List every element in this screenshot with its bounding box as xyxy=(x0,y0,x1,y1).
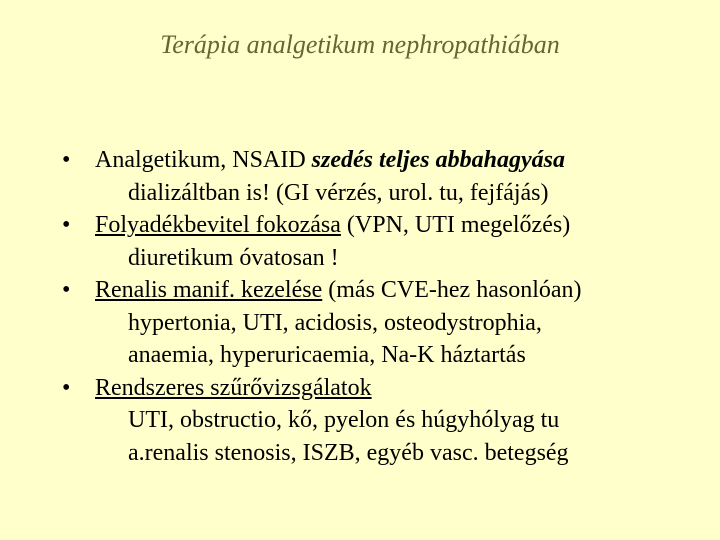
bullet-continuation-line: a.renalis stenosis, ISZB, egyéb vasc. betegség xyxy=(128,439,569,466)
bullet-dot: • xyxy=(62,212,71,238)
bullet-continuation-line: hypertonia, UTI, acidosis, osteodystrophia, xyxy=(128,309,542,336)
bullet-item-renalis xyxy=(62,274,702,372)
bullet-dot: • xyxy=(62,374,71,401)
bullet-heading-text: Rendszeres szűrővizsgálatok xyxy=(95,374,372,401)
bullet-tail-text: (más CVE-hez hasonlóan) xyxy=(322,277,582,303)
bullet-heading-text: Renalis manif. kezelése xyxy=(95,277,323,303)
bullet-emphasis-text: szedés teljes abbahagyása xyxy=(311,147,565,173)
bullet-heading-text: Folyadékbevitel fokozása xyxy=(95,212,341,238)
bullet-continuation-line: dializáltban is! (GI vérzés, urol. tu, fejfájás) xyxy=(128,179,549,206)
bullet-item-szuro xyxy=(62,372,702,470)
bullet-list xyxy=(62,144,702,469)
bullet-item-analgetikum xyxy=(62,144,702,209)
bullet-tail-text: (VPN, UTI megelőzés) xyxy=(340,212,571,238)
bullet-dot: • xyxy=(62,277,71,303)
bullet-dot: • xyxy=(62,147,71,173)
bullet-continuation-line: diuretikum óvatosan ! xyxy=(128,244,339,271)
bullet-continuation-line: UTI, obstructio, kő, pyelon és húgyhólyag tu xyxy=(128,407,560,433)
bullet-lead-text: Analgetikum, NSAID xyxy=(95,147,312,173)
bullet-item-folyadekbevitel xyxy=(62,209,702,274)
bullet-continuation-line: anaemia, hyperuricaemia, Na-K háztartás xyxy=(128,342,526,368)
slide-title: Terápia analgetikum nephropathiában xyxy=(160,30,560,59)
